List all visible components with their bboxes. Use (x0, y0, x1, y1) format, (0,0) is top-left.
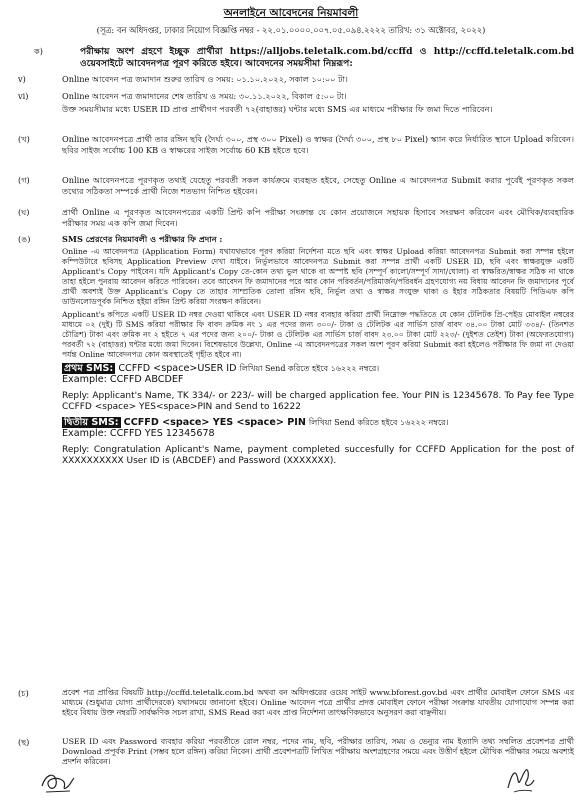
item-chha (18, 737, 574, 770)
item-ga (18, 175, 574, 198)
item-v (18, 74, 574, 87)
sms2-format: CCFFD <space> YES <space> PIN (123, 416, 306, 428)
item-ka (18, 46, 574, 72)
item-gha (18, 207, 574, 230)
item-uma (18, 234, 574, 467)
item-text: প্রার্থী Online এ পূরণকৃত আবেদনপত্রের একটি প্রিন্ট কপি পরীক্ষা সংক্রান্ত যে কোন প্রয়োজনে সহায়ক হিসাবে সংরক্ষণ করিবেন এবং মৌখিক/ব্যবহারিক পরীক্ষার সময় এক কপি জমা দিবেন। (62, 207, 574, 228)
item-marker: v) (18, 74, 26, 84)
section-heading: SMS প্রেরণের নিয়মাবলী ও পরীক্ষার ফি প্রদান : (62, 234, 223, 244)
item-marker: (ঘ) (18, 207, 30, 217)
item-text: প্রবেশ পত্র প্রাপ্তির বিষয়টি http://ccffd.teletalk.com.bd অথবা বন অধিদপ্তরের ওয়েব সাইট www.bforest.gov.bd এবং প্রার্থীর মোবাইল ফোনে SMS এর মাধ্যমে (শুধুমাত্র যোগ্য প্রার্থীদেরকে) যথাসময়ে জানানো হইবে। Online আবেদন পত্রে প্রার্থীর প্রদত্ত মোবাইল ফোনে পরীক্ষা সংক্রান্ত যাবতীয় যোগাযোগ সম্পন্ন করা হইবে বিধায় উক্ত নম্বরটি সার্বক্ষণিক সচল রাখা, SMS Read করা এবং প্রাপ্ত নির্দেশনা তাৎক্ষণিকভাবে অনুসরণ করা বাঞ্ছনীয়। (62, 688, 574, 718)
item-marker: (চ) (18, 688, 29, 698)
item-marker: vi) (18, 91, 29, 101)
item-text: Online আবেদনপত্রে পূরণকৃত তথ্যই যেহেতু পরবর্তী সকল কার্যক্রমে ব্যবহৃত হইবে, সেহেতু Online এ আবেদনপত্র Submit করার পূর্বেই পূরণকৃত সকল তথ্যের সঠিকতা সম্পর্কে প্রার্থী নিজে শতভাগ নিশ্চিত হইবেন। (62, 175, 574, 196)
page-title: অনলাইনে আবেদনের নিয়মাবলী (223, 7, 359, 19)
sms2-tag: দ্বিতীয় SMS: (64, 416, 119, 428)
item-text-line2: উক্ত সময়সীমার মধ্যে USER ID প্রাপ্ত প্রার্থীগণ পরবর্তী ৭২(বাহাত্তর) ঘন্টার মধ্যে SMS এর মাধ্যমে পরীক্ষার ফি জমা দিতে পারিবেন। (62, 103, 493, 114)
sms2-instruction: লিখিয়া Send করিতে হইবে ১৬২২২ নম্বরে। (308, 417, 449, 427)
item-vi (18, 91, 574, 116)
sms2-line (62, 417, 574, 429)
item-marker: (খ) (18, 134, 30, 144)
item-marker: (ঙ) (18, 234, 31, 244)
item-cha (18, 688, 574, 721)
sms2-example (62, 428, 574, 440)
signature-left (36, 766, 80, 796)
item-marker: ক) (34, 46, 43, 56)
paragraph-fee: Applicant's কপিতে একটি USER ID নম্বর দেওয়া থাকিবে এবং USER ID নম্বর ব্যবহার করিয়া প্রার্থী নিম্নোক্ত পদ্ধতিতে যে কোন টেলিটক প্রি-পেইড মোবাইল নম্বরের মাধ্যমে ০২ (দুই) টি SMS করিয়া পরীক্ষার ফি বাবদ ক্রমিক নং ১ এর পদের জন্য ৩০০/- টাকা ও টেলিটক এর সার্ভিস চার্জ বাবদ ৩৪.০০ টাকা মোট ৩৩৪/- (তিনশত চৌত্রিশ) টাকা এবং ক্রমিক নং ২ হইতে ৭ এর পদের জন্য ২০০/- টাকা ও টেলিটক এর সার্ভিস চার্জ বাবদ ২৩.০০ টাকা মোট ২২৩/- (দুইশত তেইশ) টাকা (অফেরতযোগ্য) পরবর্তী ৭২ (বাহাত্তর) ঘন্টার মধ্যে জমা দিবেন। বিশেষভাবে উল্লেখ্য, Online -এ আবেদনপত্রের সকল অংশ পূরণ করিয়া Submit করা হইলেও পরীক্ষার ফি জমা না দেওয়া পর্যন্ত Online আবেদনপত্র কোন অবস্থাতেই গৃহীত হইবে না। (62, 309, 574, 359)
item-marker: (গ) (18, 175, 30, 185)
item-text: USER ID এবং Password ব্যবহার করিয়া পরবর্তীতে রোল নম্বর, পদের নাম, ছবি, পরীক্ষার তারিখ, সময় ও ভেন্যুর নাম ইত্যাদি তথ্য সম্বলিত প্রবেশপত্র প্রার্থী Download প্রপূর্বক Print (সম্ভব হলে রঙ্গিন) করিয়া নিবেন। প্রার্থী প্রবেশপত্রটি লিখিত পরীক্ষায় অংশগ্রহণের সময়ে এবং উত্তীর্ণ হইলে মৌখিক পরীক্ষার সময়ে অবশ্যই প্রদর্শন করিবেন। (62, 737, 574, 767)
item-marker: (ছ) (18, 737, 30, 747)
sms1-tag: প্রথম SMS: (64, 362, 114, 374)
item-text: Online আবেদনপত্রে প্রার্থী তার রঙ্গিন ছবি (দৈর্ঘ্য ৩০০, প্রস্থ ৩০০ Pixel) ও স্বাক্ষর (দৈর্ঘ্য ৩০০, প্রস্থ ৮০ Pixel) স্ক্যান করে নির্ধারিত স্থানে Upload করিবেন। ছবির সাইজ সর্বোচ্চ 100 KB ও স্বাক্ষরের সাইজ সর্বোচ্চ 60 KB হইতে হবে। (62, 134, 574, 155)
sms1-line (62, 363, 574, 375)
sms2-example-text: Example: CCFFD YES 12345678 (62, 428, 215, 440)
paragraph-application: Online -এ আবেদনপত্র (Application Form) যথাযথভাবে পূরণ করিয়া নির্দেশনা মতে ছবি এবং স্বাক্ষর Upload করিয়া আবেদনপত্র Submit করা সম্পন্ন হইলে কম্পিউটারে ছবিসহ Application Preview দেখা যাইবে। নির্ভুলভাবে আবেদনপত্র Submit করা সম্পন্ন প্রার্থী একটি USER ID, ছবি এবং স্বাক্ষরযুক্ত একটি Applicant's Copy পাইবেন। যদি Applicant's Copy তে-কোন তথ্য ভুল থাকে বা অস্পষ্ট ছবি (সম্পূর্ণ কালো/সম্পূর্ণ সাদা/ঘোলা) বা স্বাক্ষরিত/স্বাক্ষর সঠিক না থাকে তাহা হইলে পুনরায় আবেদন করিতে পারিবেন। তবে আবেদন ফি জমাদানের পরে আর কোন পরিবর্তন/পরিমার্জন/পরিবর্ধন গ্রহণযোগ্য নয় বিধায় আবেদন ফি জমাদানের পূর্বে প্রার্থী অবশ্যই উক্ত Applicant's Copy তে তাহার সাম্প্রতিক তোলা রঙ্গিন ছবি, নির্ভুল তথ্য ও স্বাক্ষর সংযুক্ত থাকা ও ইহার সঠিকতার বিষয়টি পিডিএফ কপি ডাউনলোডপূর্বক নিশ্চিত হইয়া রঙ্গিন প্রিন্ট করিয়া সংরক্ষণ করিবেন। (62, 246, 574, 306)
item-text-line1: Online আবেদন পত্র জমাদানের শেষ তারিখ ও সময়: ৩০.১১.২০২২, বিকাল ৫:০০ টা। (62, 91, 347, 101)
item-text: পরীক্ষায় অংশ গ্রহণে ইচ্ছুক প্রার্থীরা https://alljobs.teletalk.com.bd/ccffd ও http://ccffd.teletalk.com.bd ওয়েবসাইটে আবেদনপত্র পূরণ করিতে হইবে। আবেদনের সময়সীমা নিম্নরূপ: (80, 46, 574, 69)
signature-right (500, 762, 540, 796)
sms1-instruction: লিখিয়া Send করিতে হইবে ১৬২২২ নম্বরে। (239, 363, 380, 373)
sms1-reply: Reply: Applicant's Name, TK 334/- or 223/- will be charged application fee. Your PIN is 12345678. To Pay fee Type CCFFD <space> YES<space>PIN and Send to 16222 (62, 390, 574, 412)
sms1-format: CCFFD <space>USER ID (118, 362, 237, 374)
item-text: Online আবেদন পত্র জমাদান শুরুর তারিখ ও সময়: ০১.১০.২০২২, সকাল ১০:০০ টা। (62, 74, 348, 84)
page-subtitle: (সূত্র: বন অধিদপ্তর, ঢাকার নিয়োগ বিজ্ঞপ্তি নম্বর - ২২.০১.০০০০.০০৭.০৫.০৯৪.২২২২ তারিখ: ৩১ অক্টোবর, ২০২২) (96, 25, 486, 35)
item-kha (18, 134, 574, 157)
sms2-reply: Reply: Congratulation Aplicant's Name, payment completed succesfully for CCFFD Application for the post of XXXXXXXXXX User ID is (ABCDEF) and Password (XXXXXXX). (62, 444, 574, 466)
sms1-example: Example: CCFFD ABCDEF (62, 374, 184, 386)
